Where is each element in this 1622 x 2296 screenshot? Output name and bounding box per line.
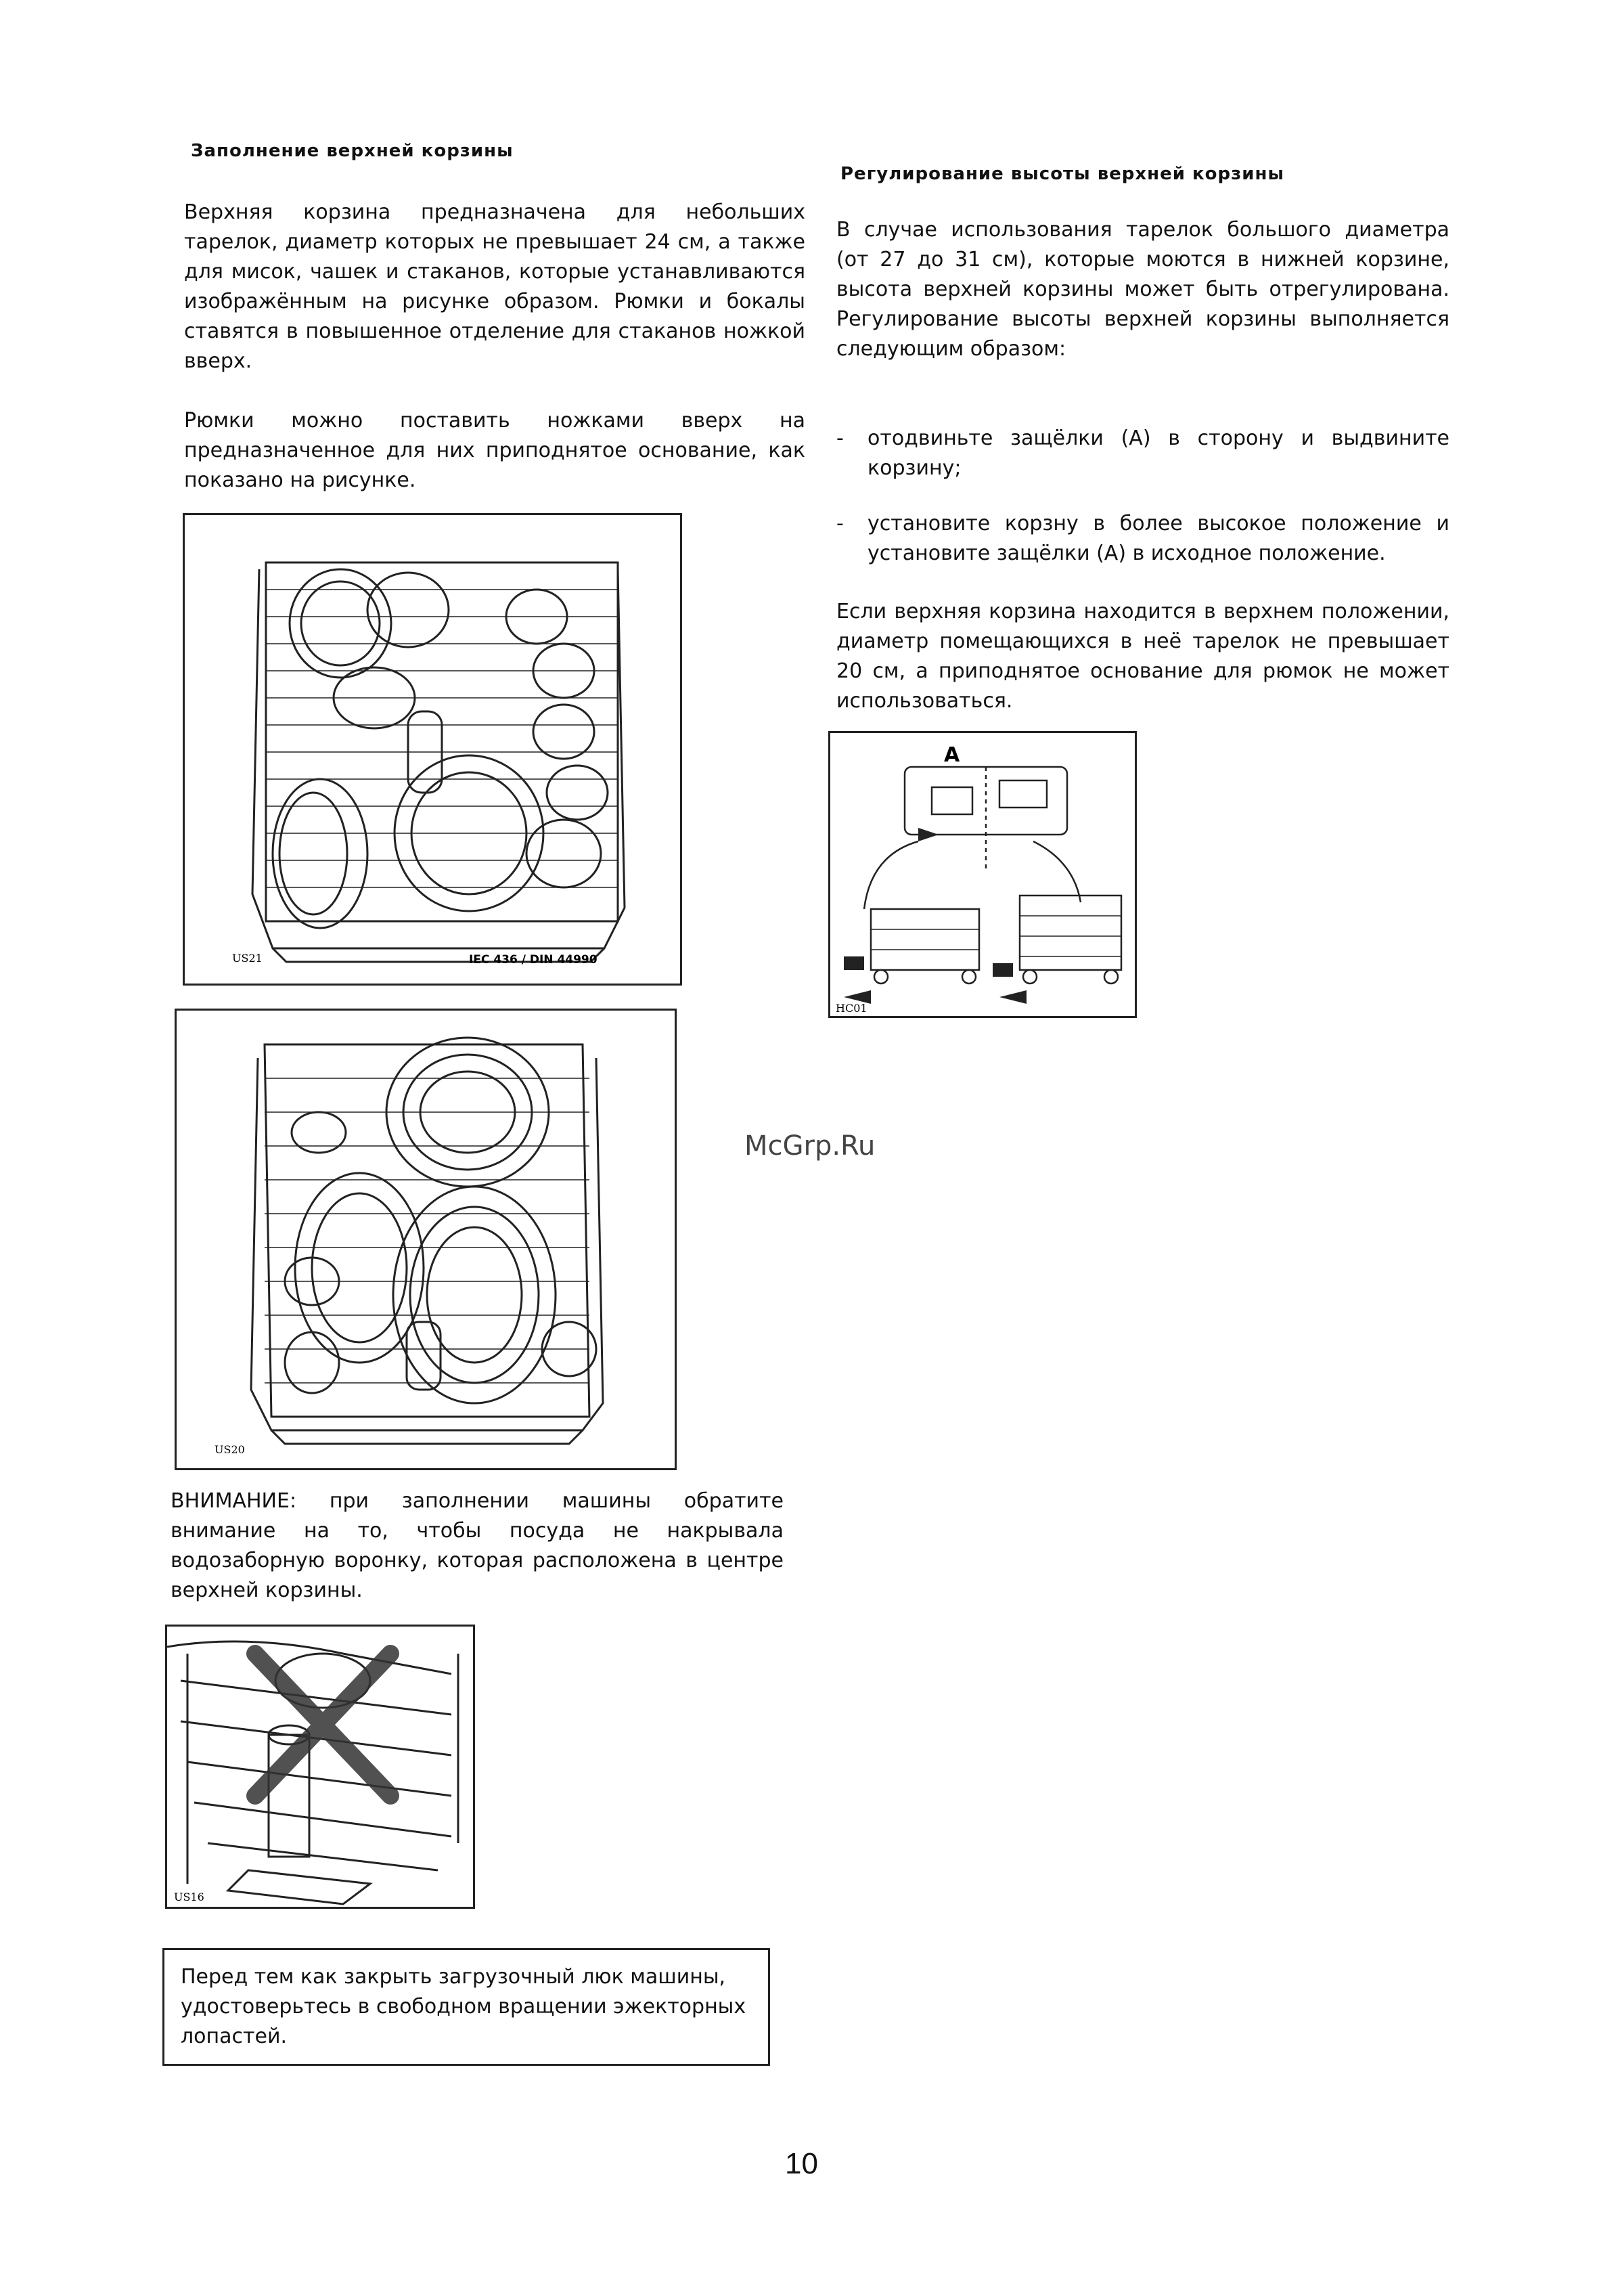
figure-basket-height-adjustment [828, 731, 1137, 1018]
bullet-item-2 [836, 509, 1449, 569]
bullet-item-1 [836, 424, 1449, 483]
left-paragraph-1: Верхняя корзина предназначена для небольших тарелок, диаметр которых не превышает 24 см, а также для мисок, чашек и стаканов, которые устанавливаются изображённым на рисунке образом. Рюмки и бокалы ставятся в повышенное отделение для стаканов ножкой вверх. [184, 200, 805, 373]
basket-plates-illustration [177, 1011, 675, 1468]
fig1-code: US21 [232, 952, 263, 965]
fig3-code: US16 [174, 1891, 204, 1903]
page-number: 10 [785, 2147, 818, 2180]
bullet-dash: - [836, 426, 844, 450]
basket-cups-illustration [185, 515, 680, 984]
bullet-dash: - [836, 512, 844, 535]
left-heading: Заполнение верхней корзины [191, 141, 514, 161]
fig4-code: HC01 [836, 1002, 868, 1015]
fig2-code: US20 [215, 1443, 245, 1456]
fig4-label: A [944, 743, 960, 767]
bullet-text: отодвиньте защёлки (А) в сторону и выдвините корзину; [868, 426, 1449, 480]
fig1-standard: IEC 436 / DIN 44990 [469, 953, 598, 967]
notice-box: Перед тем как закрыть загрузочный люк машины, удостоверьтесь в свободном вращении эжекторных лопастей. [162, 1948, 770, 2066]
bullet-text: установите корзну в более высокое положение и установите защёлки (А) в исходное положение. [868, 512, 1449, 565]
funnel-warning-illustration [167, 1627, 473, 1907]
figure-upper-basket-cups [183, 513, 682, 986]
figure-upper-basket-plates [175, 1009, 677, 1470]
warning-paragraph: ВНИМАНИЕ: при заполнении машины обратите внимание на то, чтобы посуда не накрывала водозаборную воронку, которая расположена в центре верхней корзины. [171, 1489, 784, 1602]
basket-adjustment-illustration [830, 733, 1135, 1016]
watermark: McGrp.Ru [744, 1130, 876, 1162]
right-after-paragraph: Если верхняя корзина находится в верхнем положении, диаметр помещающихся в неё тарелок не превышает 20 см, а приподнятое основание для рюмок не может использоваться. [836, 600, 1449, 713]
left-paragraph-2: Рюмки можно поставить ножками вверх на предназначенное для них приподнятое основание, как показано на рисунке. [184, 409, 805, 492]
right-heading: Регулирование высоты верхней корзины [840, 164, 1284, 184]
right-intro: В случае использования тарелок большого диаметра (от 27 до 31 см), которые моются в нижней корзине, высота верхней корзины может быть отрегулирована. Регулирование высоты верхней корзины выполняется следующим образом: [836, 218, 1449, 361]
figure-funnel-warning [165, 1625, 475, 1909]
